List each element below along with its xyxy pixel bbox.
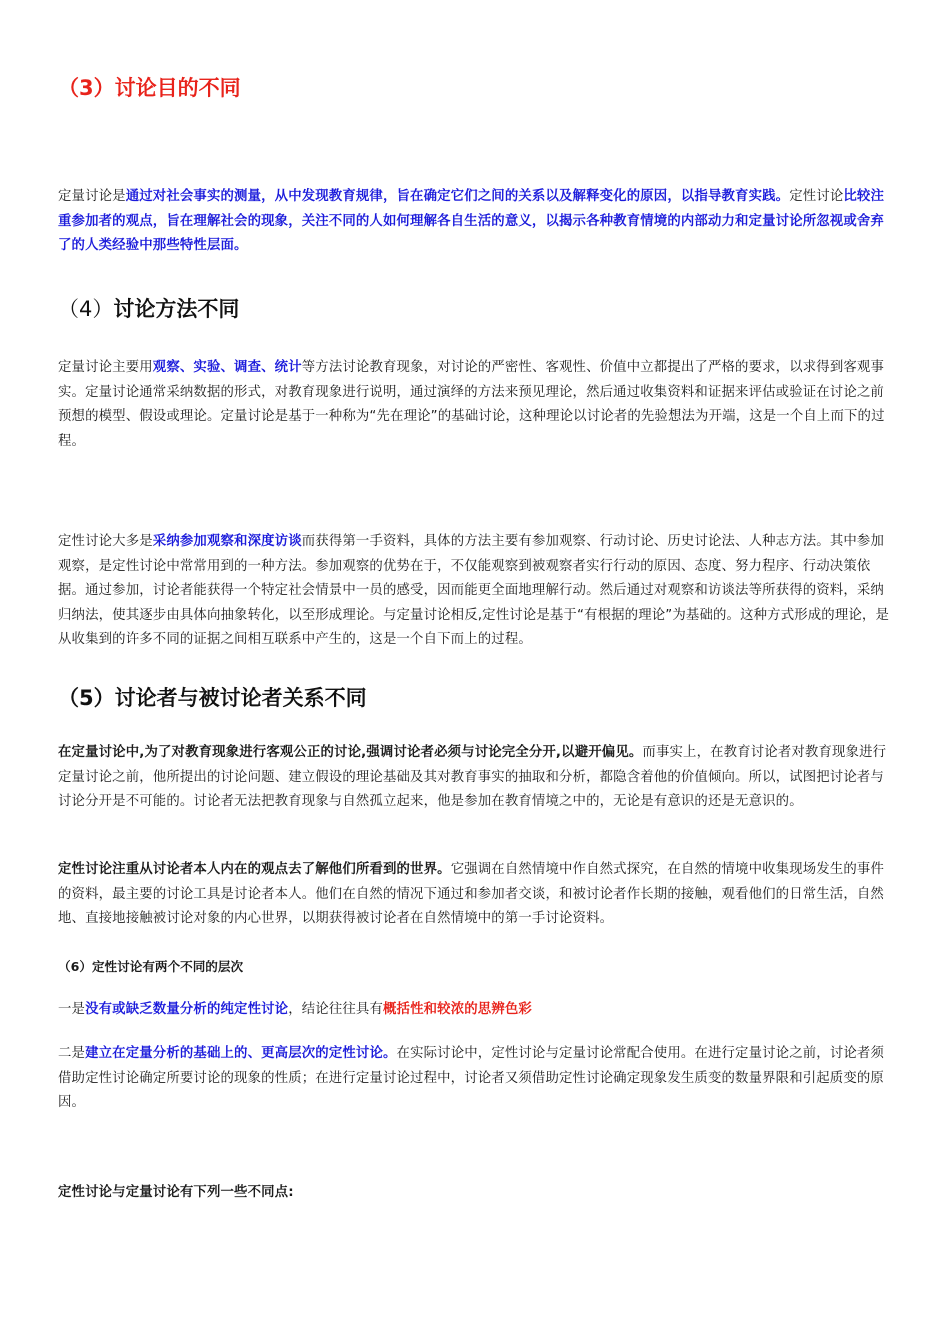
highlight-run: 通过对社会事实的测量，从中发现教育规律，旨在确定它们之间的关系以及解释变化的原因，以指导教育实践。: [125, 189, 790, 204]
highlight-run: 观察、实验、调查、统计: [152, 360, 302, 375]
text-run: 它强调在自然情境中作自然式探究，在自然的情境中收集现场发生的事件的资料，最主要的讨论工具是讨论者本人。他们在自然的情况下通过和参加者交谈，和被讨论者作长期的接触，观看他们的日常生活，自然地、直接地接触被讨论对象的内心世界，以期获得被讨论者在自然情境中的第一手讨论资料。: [58, 862, 884, 927]
section-3-heading: [58, 73, 892, 103]
section-5-paragraph-1: [58, 741, 892, 815]
highlight-run-red: 概括性和较浓的思辨色彩: [383, 1002, 532, 1017]
text-run: 而获得第一手资料，具体的方法主要有参加观察、行动讨论、历史讨论法、人种志方法。其中参加观察，是定性讨论中常常用到的一种方法。参加观察的优势在于，不仅能观察到被观察者实行行动的原因、态度、努力程序、行动决策依据。通过参加，讨论者能获得一个特定社会情景中一员的感受，因而能更全面地理解行动。然后通过对观察和访谈法等所获得的资料，采纳归纳法，使其逐步由具体向抽象转化，以至形成理论。与定量讨论相反,定性讨论是基于“有根据的理论”为基础的。这种方式形成的理论，是从收集到的许多不同的证据之间相互联系中产生的，这是一个自下而上的过程。: [58, 534, 890, 648]
text-run: 在实际讨论中，定性讨论与定量讨论常配合使用。在进行定量讨论之前，讨论者须借助定性讨论确定所要讨论的现象的性质；在进行定量讨论过程中，讨论者又须借助定性讨论确定现象发生质变的数量界限和引起质变的原因。: [58, 1046, 884, 1111]
text-run: 定量讨论是: [58, 189, 126, 204]
section-5-title: 讨论者与被讨论者关系不同: [114, 686, 367, 710]
text-run: 定性讨论大多是: [58, 534, 153, 549]
section-6-paragraph-1: [58, 998, 892, 1023]
section-5-heading: [58, 683, 892, 713]
highlight-run: 没有或缺乏数量分析的纯定性讨论: [85, 1002, 289, 1017]
section-4-title: 讨论方法不同: [113, 297, 240, 321]
text-run: 等方法讨论教育现象，对讨论的严密性、客观性、价值中立都提出了严格的要求，以求得到客观事实。定量讨论通常采纳数据的形式，对教育现象进行说明，通过演绎的方法来预见理论，然后通过收集资料和证据来评估或验证在讨论之前预想的模型、假设或理论。定量讨论是基于一种称为“先在理论”的基础讨论，这种理论以讨论者的先验想法为开端，这是一个自上而下的过程。: [58, 360, 885, 449]
section-3-title: 讨论目的不同: [114, 76, 241, 100]
text-run: 二是: [58, 1046, 86, 1061]
section-5-number: （5）: [58, 686, 115, 710]
text-run: 一是: [58, 1002, 86, 1017]
section-3-number: （3）: [58, 76, 115, 100]
highlight-run: 采纳参加观察和深度访谈: [152, 534, 302, 549]
text-run: 定性讨论: [789, 189, 844, 204]
highlight-run: 建立在定量分析的基础上的、更高层次的定性讨论。: [85, 1046, 397, 1061]
section-4-heading: [58, 294, 892, 324]
section-3-paragraph: [58, 185, 892, 259]
bold-run: 定性讨论注重从讨论者本人内在的观点去了解他们所看到的世界。: [58, 862, 451, 877]
highlight-run: 比较注重参加者的观点，旨在理解社会的现象，关注不同的人如何理解各自生活的意义，以揭示各种教育情境的内部动力和定量讨论所忽视或舍弃了的人类经验中那些特性层面。: [58, 189, 884, 254]
closing-line: 定性讨论与定量讨论有下列一些不同点:: [58, 1185, 294, 1200]
section-4-paragraph-2: [58, 530, 892, 653]
section-6-heading: （6）定性讨论有两个不同的层次: [58, 959, 244, 974]
bold-run: 在定量讨论中,为了对教育现象进行客观公正的讨论,强调讨论者必须与讨论完全分开,以避开偏见。: [58, 745, 643, 760]
section-6-paragraph-2: [58, 1042, 892, 1116]
text-run: 而事实上，在教育讨论者对教育现象进行定量讨论之前，他所提出的讨论问题、建立假设的理论基础及其对教育事实的抽取和分析，都隐含着他的价值倾向。所以，试图把讨论者与讨论分开是不可能的。讨论者无法把教育现象与自然孤立起来，他是参加在教育情境之中的，无论是有意识的还是无意识的。: [58, 745, 887, 810]
section-5-paragraph-2: [58, 858, 892, 932]
section-4-number: （4）: [58, 297, 114, 321]
section-4-paragraph-1: [58, 356, 892, 454]
text-run: ，结论往往具有: [288, 1002, 383, 1017]
text-run: 定量讨论主要用: [58, 360, 153, 375]
